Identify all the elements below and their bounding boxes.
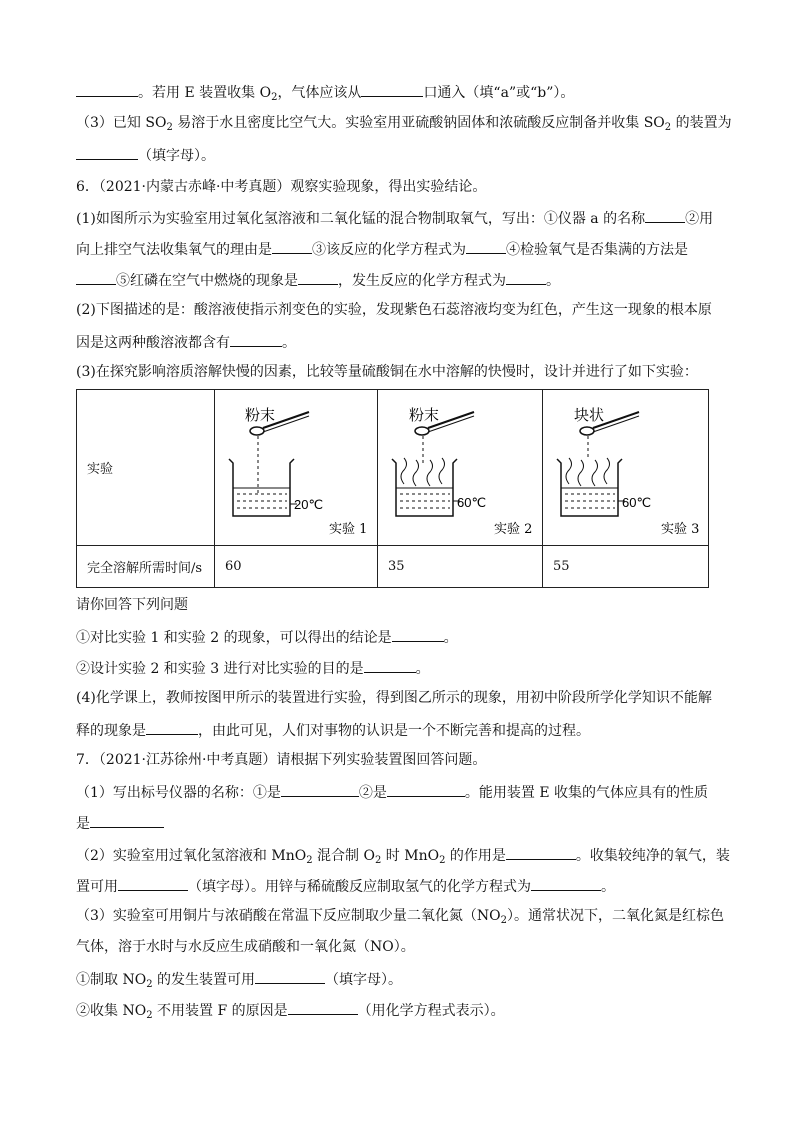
experiment-2-cell [378,390,543,546]
answer-blank[interactable] [645,207,685,223]
solid-label: 粉末 [409,407,440,424]
experiment-caption: 实验 1 [329,522,368,537]
q5-line-2: （3）已知 $SO_2$ 易溶于水且密度比空气大。实验室用亚硫酸钠固体和浓硫酸反应制备并收集 $SO_2$ 的装置为 [76,115,732,133]
q7-p3-line1: （3）实验室可用铜片与浓硝酸在常温下反应制取少量二氧化氮$(NO_2)$。通常状况下，二氧化氮是红棕色 [76,908,725,926]
q6-p4-line2: 释的现象是 ，由此可见，人们对事物的认识是一个不断完善和提高的过程。 [76,719,716,741]
q6-sub-1: ①对比实验 1 和实验 2 的现象，可以得出的结论是 。 [76,626,716,648]
q7-title: 7．（2021·江苏徐州·中考真题）请根据下列实验装置图回答问题。 [76,752,487,768]
answer-blank[interactable] [230,331,282,347]
experiment-1-cell [215,390,378,546]
beaker-illustration [378,390,542,545]
table-label-time: 完全溶解所需时间/s [77,546,215,588]
answer-blank[interactable] [76,269,116,285]
beaker-illustration [543,390,708,545]
beaker-illustration [215,390,377,545]
q5-line-3: （填字母）。 [76,144,716,166]
q7-p1-line2: 是 [76,812,716,834]
table-label-experiment: 实验 [77,390,215,546]
q7-sub-2: ②收集 $NO_2$ 不用装置 F 的原因是 （用化学方程式表示）。 [76,999,716,1021]
solid-label: 粉末 [245,407,276,424]
q7-p2-line1: （2）实验室用过氧化氢溶液和 MnO$_2$ 混合制 $O_2$ 时 MnO$_2$ 的作用是 。收集较纯净的氧气，装 [76,844,716,866]
table-cell-time-1: 60 [215,546,378,588]
answer-blank[interactable] [466,238,506,254]
answer-blank[interactable] [90,812,164,828]
q6-p2-line2: 因是这两种酸溶液都含有 。 [76,331,716,353]
q7-p2-line2: 置可用 （填字母）。用锌与稀硫酸反应制取氢气的化学方程式为 。 [76,875,716,897]
q6-p1-line1: (1)如图所示为实验室用过氧化氢溶液和二氧化锰的混合物制取氧气，写出：①仪器 a 的名称 ②用 [76,207,716,229]
experiment-caption: 实验 2 [494,522,533,537]
table-cell-time-2: 35 [378,546,543,588]
answer-blank[interactable] [364,657,416,673]
q6-sub-2: ②设计实验 2 和实验 3 进行对比实验的目的是 。 [76,657,716,679]
experiment-3-cell [543,390,709,546]
answer-blank[interactable] [118,875,188,891]
q5-line-1: 。若用 E 装置收集 $O_2$，气体应该从 口通入（填“a”或“b”）。 [76,81,716,103]
answer-blank[interactable] [298,269,338,285]
q6-title: 6．（2021·内蒙古赤峰·中考真题）观察实验现象，得出实验结论。 [76,179,487,195]
experiment-table [76,389,709,588]
answer-blank[interactable] [361,81,423,97]
q6-p1-line3: ⑤红磷在空气中燃烧的现象是 ，发生反应的化学方程式为 。 [76,269,716,291]
answer-blank[interactable] [392,626,444,642]
q7-p1-line1: （1）写出标号仪器的名称：①是 ②是 。能用装置 E 收集的气体应具有的性质 [76,781,716,803]
q6-p1-line2: 向上排空气法收集氧气的理由是 ③该反应的化学方程式为 ④检验氧气是否集满的方法是 [76,238,716,260]
solid-label: 块状 [574,407,605,424]
q6-p4-line1: (4)化学课上，教师按图甲所示的装置进行实验，得到图乙所示的现象，用初中阶段所学化学知识不能解 [76,690,712,706]
q7-sub-1: ①制取 $NO_2$ 的发生装置可用 （填字母）。 [76,968,716,990]
temperature-label: 60℃ [622,495,652,510]
answer-blank[interactable] [255,968,325,984]
answer-blank[interactable] [76,81,138,97]
experiment-caption: 实验 3 [661,522,700,537]
answer-blank[interactable] [146,719,198,735]
answer-blank[interactable] [506,269,546,285]
temperature-label: 60℃ [457,495,487,510]
q6-p2-line1: (2)下图描述的是：酸溶液使指示剂变色的实验，发现紫色石蕊溶液均变为红色，产生这一现象的根本原 [76,302,712,318]
answer-blank[interactable] [531,875,601,891]
answer-blank[interactable] [387,781,465,797]
temperature-label: 20℃ [294,497,324,512]
answer-blank[interactable] [281,781,359,797]
answer-blank[interactable] [506,844,576,860]
q6-p3: (3)在探究影响溶质溶解快慢的因素，比较等量硫酸铜在水中溶解的快慢时，设计并进行了如下实验： [76,364,698,380]
table-cell-time-3: 55 [543,546,709,588]
answer-blank[interactable] [288,999,358,1015]
answer-blank[interactable] [76,144,138,160]
answer-blank[interactable] [272,238,312,254]
q6-ask: 请你回答下列问题 [76,597,188,613]
q7-p3-line2: 气体，溶于水时与水反应生成硝酸和一氧化氮（NO）。 [76,939,415,955]
